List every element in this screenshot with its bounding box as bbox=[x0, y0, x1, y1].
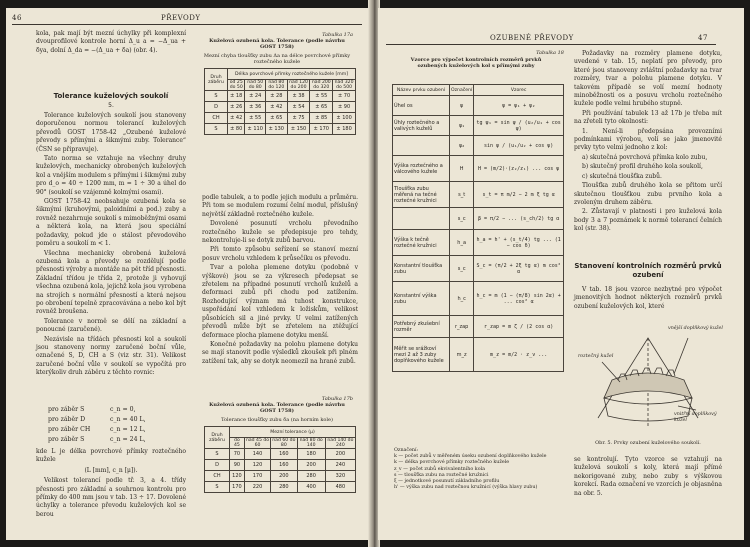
col-label: nad 200 do 320 bbox=[311, 80, 331, 90]
right-page bbox=[378, 8, 744, 540]
section-title-tolerance: Tolerance kuželových soukolí bbox=[53, 92, 169, 100]
section-title-control: Stanovení kontrolních rozměrů prvků ozubení bbox=[574, 262, 722, 279]
table-row: Úhly roztečného a valivých kuželů ψ₁ tg ψ₁ = sin ψ / (u₂/u₁ + cos ψ) bbox=[393, 116, 564, 136]
col-label: do 45 bbox=[230, 438, 245, 449]
table-18 bbox=[392, 84, 564, 372]
col-label: nad 140 do 240 bbox=[325, 438, 355, 449]
col-label: nad 80 do 140 bbox=[297, 438, 325, 449]
figure-caption: Obr. 5. Prvky ozubení kuželového soukolí. bbox=[595, 440, 701, 446]
note: k — délka povrchové přímky roztečného kužele bbox=[394, 460, 510, 466]
table-row: ψ₂ sin ψ / (u₁/u₂ + cos ψ) bbox=[393, 136, 564, 156]
table-row: S ± 80 ± 110 ± 130 ± 150 ± 170 ± 180 bbox=[205, 124, 356, 135]
left-page bbox=[6, 8, 370, 540]
col-header: Mezní tolerance (μ) bbox=[230, 427, 356, 438]
leader-inner bbox=[678, 406, 696, 410]
table-row: S 70 140 160 180 200 bbox=[205, 449, 356, 460]
note: h' — výška zubu nad roztečnou kružnicí (výška hlavy zubu) bbox=[394, 485, 538, 491]
table-17a bbox=[204, 68, 356, 135]
notes-title: Označení: bbox=[394, 448, 419, 453]
end-text: se kontrolují. Tyto vzorce se vztahují na kuželová soukolí s koly, která mají přímé nekorigované zuby, nebo zuby s výškovou korekcí. Rada označení ve vzorcích je objasněna na obr. 5. bbox=[574, 456, 722, 497]
table-row: D 90 120 160 200 240 bbox=[205, 460, 356, 471]
table-row: Konstantní tloušťka zubu s_c S_c = (π/2 + 2ξ tg α) m cos² α bbox=[393, 256, 564, 282]
note: k — počet zubů v měřeném úseku ozubení doplňkového kužele bbox=[394, 454, 547, 460]
page-number-left: 46 bbox=[12, 14, 22, 22]
after-equations: kde L je délka povrchové přímky roztečného kužele (L [mm], c_n [μ]). Velikost tolerancí podle tř. 3, a 4. třídy přesnosti pro základní a souhrnou kontrolu pro přímky do 400 mm jsou v tab. 13 ÷ 17. Dovolené úchylky a tolerance převodu kuželových kol se berou bbox=[36, 448, 186, 518]
paragraph: Tolerance v normě se dělí na základní a ponoucné (zaručené). bbox=[36, 317, 186, 334]
table-17a-caption: Kuželová ozubená kola. Tolerance (podle návrhu GOST 1758) bbox=[209, 38, 345, 51]
running-head-right: OZUBENÉ PŘEVODY bbox=[490, 34, 574, 42]
table-row: D ± 26 ± 36 ± 42 ± 54 ± 65 ± 90 bbox=[205, 102, 356, 113]
table-17b-subcaption: Tolerance tloušťky zubu δa (na horním kole) bbox=[221, 417, 333, 423]
section-text: V tab. 18 jsou vzorce nezbytné pro výpočet jmenovitých hodnot některých rozměrů prvků ozubení kuželových kol, které bbox=[574, 286, 722, 310]
table-17b-caption: Kuželová ozubená kola. Tolerance (podle návrhu GOST 1758) bbox=[209, 402, 345, 415]
page-number-right: 47 bbox=[698, 34, 708, 42]
table-row: Konstantní výška zubu h_c h_c = m (1 − (π/8) sin 2α) + ... cos² α bbox=[393, 282, 564, 316]
col-label: nad 45 do 60 bbox=[245, 438, 270, 448]
section-number: 5. bbox=[108, 102, 114, 109]
paragraph: Nezávisle na třídách přesnosti kol a soukolí jsou stanoveny normy zaručené boční vůle, označené S, D, CH a S (viz str. 31). Velikost zaručené boční vůle v soukolí se vypočítá pro kterýkoliv druh záběru z těchto rovnic: bbox=[36, 335, 186, 377]
table-18-caption: Vzorce pro výpočet kontrolních rozměrů prvků ozubených kuželových kol s přímými zuby bbox=[410, 57, 542, 70]
col-label: nad 60 do 80 bbox=[272, 438, 296, 448]
col-header: Označení bbox=[450, 85, 474, 96]
table-18-notes bbox=[394, 448, 564, 491]
row-header: Druh záběru bbox=[205, 427, 230, 449]
note: z_v — počet zubů ekvivalentního kola bbox=[394, 466, 485, 472]
running-head-left: PŘEVODY bbox=[161, 14, 201, 22]
body-column-1 bbox=[36, 112, 186, 379]
table-row: Úhel os ψ ψ = ψ₁ + ψ₂ bbox=[393, 96, 564, 116]
table-17b bbox=[204, 426, 356, 493]
label-pitch-cone: roztečný kužel bbox=[578, 354, 614, 359]
table-18-label: Tabulka 18 bbox=[536, 50, 564, 56]
paragraph: Tolerance kuželových soukolí jsou stanoveny doporučenou normou tolerancí kuželových převodů GOST 1758-42 „Ozubené kuželové převody s přímými a šikmými zuby. Tolerance“ (ČSN se připravuje). bbox=[36, 112, 186, 153]
table-row: CH 120 170 200 280 320 bbox=[205, 471, 356, 482]
col-header: Název prvku ozubení bbox=[393, 85, 450, 96]
label-inner-cone: vnitřní doplňkový kužel bbox=[674, 412, 717, 424]
note: ξ — jednotkové posunutí základního profilu bbox=[394, 479, 500, 485]
col-header: Vzorec bbox=[474, 85, 564, 96]
col-label: nad 120 do 200 bbox=[289, 80, 308, 90]
table-row: Výška k tečně roztečné kružnici h_a h_a = h' + (s_t/4) tg ... (1 − cos δ) bbox=[393, 230, 564, 256]
table-row: S 170 220 280 400 480 bbox=[205, 482, 356, 493]
table-row: s_c β = π/2 − ... (s_ch/2) tg α bbox=[393, 208, 564, 230]
row-header: Druh záběru bbox=[205, 69, 228, 91]
paragraph: Všechna mechanicky obrobená kuželová ozubená kola a převody se rozdělují podle přesnosti výroby a montáže na pět tříd přesnosti. Základní třídou je třída 2, protože ji vyhovují všechna ozubená kola, jejichž kola jsou vyrobena na strojích s normální přesností a která nejsou po obrobení tepelně zpracovávána a nebo kol být rovněž broušena. bbox=[36, 249, 186, 316]
head-rule bbox=[12, 24, 362, 25]
equation-row: pro záběr S c_n = 24 L, bbox=[48, 436, 146, 443]
table-row: Měřit se srážkoví mezi 2 až 3 zuby doplňkového kužele m_z m_z = m/2 · z_v ... bbox=[393, 338, 564, 372]
l-formula: (L [mm], c_n [μ]). bbox=[84, 466, 138, 474]
table-17a-label: Tabulka 17a bbox=[322, 32, 353, 38]
body-column-2: podle tabulek, a to podle jejich modulu a průměru. Při tom se modulem rozumí čelní modul, příslušný největší základně roztečného kužele. Dovolené posunutí vrcholu převodního roztečného kužele se předepisuje pro tehdy, nekontroluje-li se dotyk zubů barvou. Při tomto způsobu seřízení se stanoví mezní posuv vrcholu vzhledem k průsečíku os převodu. Tvar a poloha plemene dotyku (podobně v výškové) jsou se za výkresech předepsat se zřetelem na případné posunutí vrcholů kuželů a deformaci zubů při chodu pod zatížením. Rozhodující význam má tuhost konstrukce, uspořádání kol vzhledem k ložiskům, velikost působících sil a jiné prvky. U velmi zatížených převodů může být se zřetelem na ztěžující deformace plocha plamene dotyku menší. Konečné požadavky na polohu plamene dotyku se mají stanovit podle výsledků zkoušek při plném zatížení tak, aby se dotyk neomezil na hrané zubů. bbox=[202, 194, 358, 365]
equation-row: pro záběr S c_n = 0, bbox=[48, 406, 136, 413]
head-rule bbox=[386, 44, 716, 45]
table-row: CH ± 42 ± 55 ± 65 ± 75 ± 85 ± 100 bbox=[205, 113, 356, 124]
right-column-text: Požadavky na rozměry plamene dotyku, uvedené v tab. 15, neplatí pro převody, pro které jsou stanoveny zvláštní požadavky na tvar rozměry, tvar a polohu plamene dotyku. V takovém případě se volí mezní hodnoty minoběžnosti os a posuvu vrcholu roztečného kužele podle velmi hrubého stupně. Při používání tabulek 13 až 17b je třeba mít na zřeteli tyto okolnosti: 1. Není-li předepsána provozními podmínkami výrobou, volí se jako jmenovité prvky tyto velmi jednoho z kol: a) skutečná povrchová přímka kolo zubu, b) skutečný profil druhého kola soukolí, c) skutečná tloušťka zubů. Tloušťka zubů druhého kola se přitom určí skutečnou tloušťkou zubu prvního kola a zvoleným druhem záběru. 2. Zůstavají v platnosti i pro kuželová kola body 3 a 7 poznámek k normě tolerancí čelních kol (str. 38). bbox=[574, 50, 722, 233]
equation-row: pro záběr CH c_n = 12 L, bbox=[48, 426, 146, 433]
equations-block bbox=[36, 405, 186, 445]
table-17b-label: Tabulka 17b bbox=[321, 396, 353, 402]
col-label: nad 50 do 80 bbox=[245, 80, 266, 91]
table-row: Výška roztečného a válcového kužele H H = (m/2)·(z₂/z₁) ... cos ψ bbox=[393, 156, 564, 182]
left-column-1 bbox=[36, 30, 186, 56]
col-label: nad 320 do 500 bbox=[334, 80, 354, 90]
equation-row: pro záběr D c_n = 40 L, bbox=[48, 416, 146, 423]
leader-pitch bbox=[602, 362, 620, 382]
intro-text: kola, pak mají být mezní úchylky při komplexní dvouprofilové kontrole horní Δ_u a = −Δ_ua + δya, dolní Δ_da = −(Δ_ua + δa) (obr. 4). bbox=[36, 30, 186, 54]
table-row: Tloušťka zubu měřená na tečné roztečné kružnici s_t s_t = π m/2 − 2 m ξ tg α bbox=[393, 182, 564, 208]
col-header: Délka povrchové přímky roztečného kužele [mm] bbox=[228, 69, 356, 80]
table-17a-subcaption: Mezní chyba tloušťky zubu Δa na délce povrchové přímky roztečného kužele bbox=[203, 53, 351, 65]
note: s — tloušťka zubu na roztečné kružnici bbox=[394, 472, 489, 478]
label-outer-cone: vnější doplňkový kužel bbox=[668, 326, 723, 331]
paragraph: GOST 1758-42 neobsahuje ozubená kola se šikmými (kruhovými, paloidními a pod.) zuby a rovněž nezahrnuje soukolí s mimoběžnými osami a některá kola, na která jsou speciální požadavky, pokud jde o stálost převodového poměru a soukolí m < 1. bbox=[36, 198, 186, 248]
table-row: Potřebný zkušební rozměr r_zap r_zap = m ζ / (2 cos α) bbox=[393, 316, 564, 338]
col-label: od 25 do 50 bbox=[228, 80, 245, 91]
leader-outer bbox=[674, 338, 688, 374]
col-label: nad 80 do 120 bbox=[265, 80, 287, 91]
paragraph: Tato norma se vztahuje na všechny druhy kuželových, mechanicky obrobených kuželových kol a vnějším modulem s přímými i šikmými zuby pro d_o = 40 ÷ 1200 mm, m = 1 ÷ 30 a úhel do 90° (soukolí se vzájemně kolmými osami). bbox=[36, 155, 186, 196]
table-row: S ± 18 ± 24 ± 28 ± 38 ± 55 ± 70 bbox=[205, 91, 356, 102]
